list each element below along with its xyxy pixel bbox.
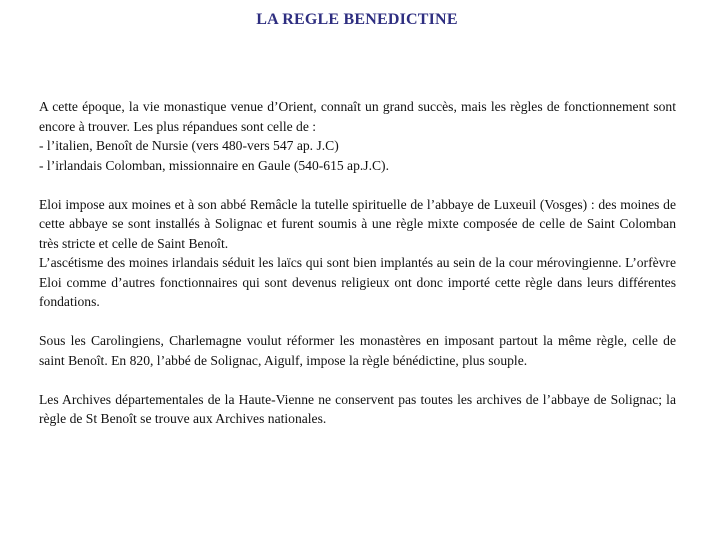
paragraph-line: Les Archives départementales de la Haute-Vienne ne conservent pas toutes les archives de l’abbaye de Solignac; la règle de St Benoît se trouve aux Archives nationales. [39, 391, 676, 426]
paragraph-line: L’ascétisme des moines irlandais séduit les laïcs qui sont bien implantés au sein de la cour mérovingienne. L’orfèvre Eloi comme d’autres fonctionnaires qui sont devenus religieux ont donc importé cette règle dans leurs différentes fondations. [39, 255, 676, 309]
paragraph-3 [39, 331, 676, 370]
paragraph-2 [39, 195, 676, 312]
paragraph-line: A cette époque, la vie monastique venue d’Orient, connaît un grand succès, mais les règles de fonctionnement sont encore à trouver. Les plus répandues sont celle de : [39, 99, 676, 134]
paragraph-4 [39, 390, 676, 429]
list-item: - l’italien, Benoît de Nursie (vers 480-vers 547 ap. J.C) [39, 138, 339, 153]
document-body [39, 97, 676, 448]
page-title: LA REGLE BENEDICTINE [256, 11, 458, 28]
paragraph-line: Sous les Carolingiens, Charlemagne voulut réformer les monastères en imposant partout la même règle, celle de saint Benoît. En 820, l’abbé de Solignac, Aigulf, impose la règle bénédictine, plus souple. [39, 333, 676, 368]
paragraph-line: Eloi impose aux moines et à son abbé Remâcle la tutelle spirituelle de l’abbaye de Luxeuil (Vosges) : des moines de cette abbaye se sont installés à Solignac et furent soumis à une règle mixte composée de celle de Saint Colomban très stricte et celle de Saint Benoît. [39, 196, 676, 251]
paragraph-1 [39, 97, 676, 175]
list-item: - l’irlandais Colomban, missionnaire en Gaule (540-615 ap.J.C). [39, 157, 389, 173]
